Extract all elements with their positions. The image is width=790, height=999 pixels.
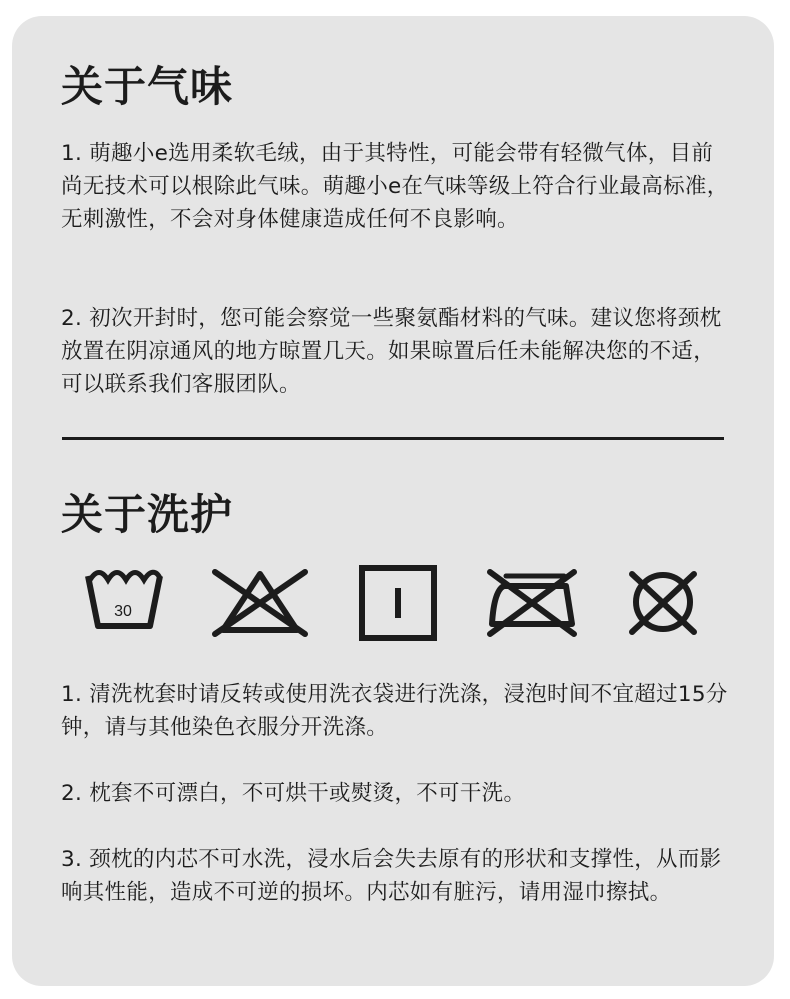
care-paragraph-1: 1. 清洗枕套时请反转或使用洗衣袋进行洗涤，浸泡时间不宜超过15分钟，请与其他染色衣服分开洗涤。: [61, 682, 728, 740]
no-bleach-icon: [209, 564, 311, 638]
odor-paragraph-1: 1. 萌趣小e选用柔软毛绒，由于其特性，可能会带有轻微气体，目前尚无技术可以根除此气味。萌趣小e在气味等级上符合行业最高标准，无刺激性，不会对身体健康造成任何不良影响。: [61, 141, 729, 232]
tumble-dry-icon: [358, 564, 438, 642]
care-paragraph-2: 2. 枕套不可漂白，不可烘干或熨烫，不可干洗。: [61, 781, 526, 806]
no-dry-clean-icon: [626, 564, 700, 640]
care-section-title: 关于洗护: [61, 490, 234, 539]
no-iron-icon: [484, 564, 580, 640]
wash-temperature-label: 30: [114, 603, 132, 620]
care-paragraph-3: 3. 颈枕的内芯不可水洗，浸水后会失去原有的形状和支撑性，从而影响其性能，造成不可逆的损坏。内芯如有脏污，请用湿巾擦拭。: [61, 847, 722, 905]
odor-section-title: 关于气味: [61, 62, 234, 111]
wash-30-icon: [84, 564, 164, 634]
odor-paragraph-2: 2. 初次开封时，您可能会察觉一些聚氨酯材料的气味。建议您将颈枕放置在阴凉通风的地方晾置几天。如果晾置后任未能解决您的不适，可以联系我们客服团队。: [61, 306, 722, 397]
section-divider: [62, 437, 724, 440]
